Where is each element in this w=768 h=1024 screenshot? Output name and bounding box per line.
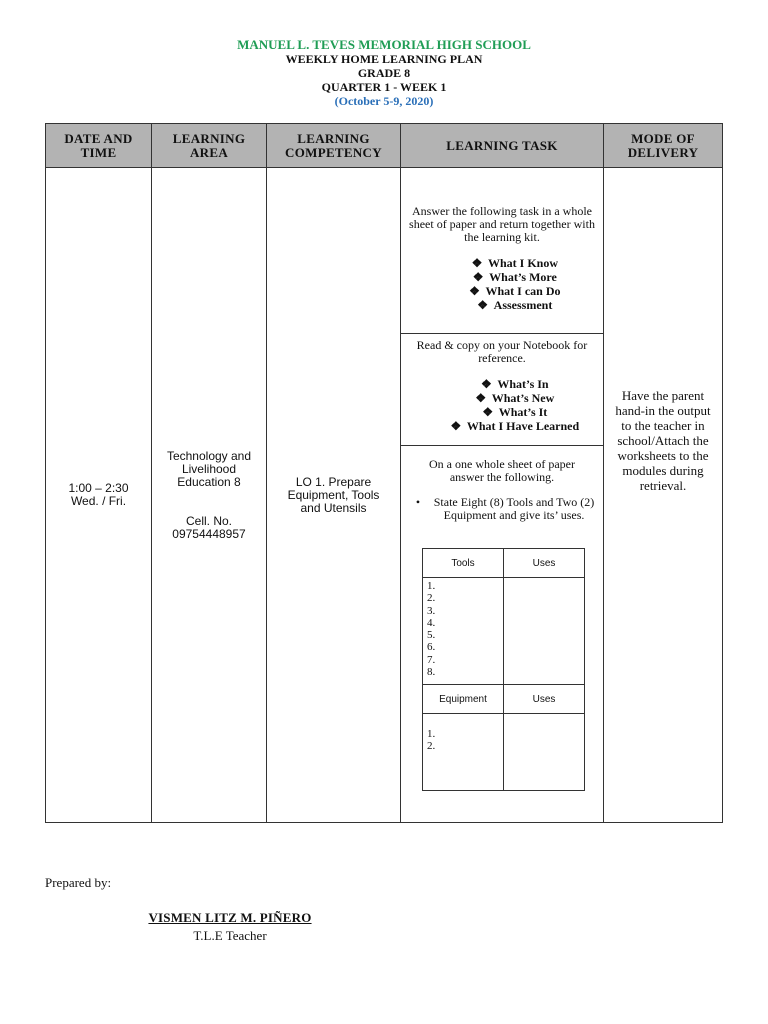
table-row bbox=[46, 168, 723, 823]
uses-header: Uses bbox=[504, 549, 585, 578]
time-range: 1:00 – 2:30 bbox=[68, 481, 129, 495]
plan-title: WEEKLY HOME LEARNING PLAN bbox=[285, 52, 483, 66]
list-item: ❖ What’s More bbox=[427, 270, 597, 284]
list-item: ❖ What I can Do bbox=[427, 284, 597, 298]
quarter-label: QUARTER 1 - WEEK 1 bbox=[321, 80, 447, 94]
col-learning-area: LEARNING AREA bbox=[152, 124, 267, 168]
list-item: ❖ What’s In bbox=[427, 377, 597, 391]
col-date-time: DATE AND TIME bbox=[46, 124, 152, 168]
equipment-uses-blank bbox=[504, 714, 585, 791]
task3-bullet: • State Eight (8) Tools and Two (2) Equipment and give its’ uses. bbox=[407, 496, 599, 522]
tools-numbers: 1. 2. 3. 4. 5. 6. 7. 8. bbox=[423, 578, 504, 685]
table-header-row bbox=[46, 124, 723, 168]
task2-intro: Read & copy on your Notebook for reference. bbox=[416, 338, 588, 365]
list-item: ❖ What I Have Learned bbox=[427, 419, 597, 433]
diamond-bullet-icon: ❖ bbox=[477, 298, 489, 312]
cell-date-time bbox=[46, 168, 152, 823]
task-section-3 bbox=[401, 446, 603, 791]
tools-uses-blank bbox=[504, 578, 585, 685]
col-learning-competency: LEARNING COMPETENCY bbox=[267, 124, 401, 168]
subject-name: Technology and Livelihood Education 8 bbox=[166, 448, 252, 489]
list-item: ❖ What I Know bbox=[427, 256, 597, 270]
cell-learning-task bbox=[401, 168, 604, 823]
teacher-position: T.L.E Teacher bbox=[193, 928, 267, 943]
cell-label: Cell. No. bbox=[185, 513, 232, 528]
competency-text: LO 1. Prepare Equipment, Tools and Utensils bbox=[287, 474, 380, 515]
teacher-name: VISMEN LITZ M. PIÑERO bbox=[148, 910, 312, 925]
document-header bbox=[0, 38, 768, 108]
col-learning-task: LEARNING TASK bbox=[401, 124, 604, 168]
cell-number: 09754448957 bbox=[172, 526, 246, 541]
diamond-bullet-icon: ❖ bbox=[450, 419, 462, 433]
equipment-uses-header: Uses bbox=[504, 685, 585, 714]
days: Wed. / Fri. bbox=[70, 494, 127, 508]
equipment-numbers: 1. 2. bbox=[423, 714, 504, 791]
school-name: MANUEL L. TEVES MEMORIAL HIGH SCHOOL bbox=[237, 37, 531, 52]
task1-list bbox=[427, 256, 597, 312]
diamond-bullet-icon: ❖ bbox=[480, 377, 492, 391]
list-item: ❖ What’s New bbox=[427, 391, 597, 405]
cell-mode-of-delivery bbox=[604, 168, 723, 823]
list-item: ❖ What’s It bbox=[427, 405, 597, 419]
diamond-bullet-icon: ❖ bbox=[472, 270, 484, 284]
task-section-1 bbox=[401, 199, 603, 334]
tools-header: Tools bbox=[423, 549, 504, 578]
cell-learning-area bbox=[152, 168, 267, 823]
date-range: (October 5-9, 2020) bbox=[334, 94, 434, 108]
equipment-header: Equipment bbox=[423, 685, 504, 714]
task2-list bbox=[427, 377, 597, 433]
cell-competency bbox=[267, 168, 401, 823]
diamond-bullet-icon: ❖ bbox=[469, 284, 480, 298]
task-section-2 bbox=[401, 334, 603, 446]
signature-block bbox=[0, 910, 460, 944]
mode-text: Have the parent hand-in the output to the teacher in school/Attach the worksheets to the modules during retrieval. bbox=[615, 387, 711, 493]
diamond-bullet-icon: ❖ bbox=[471, 256, 483, 270]
diamond-bullet-icon: ❖ bbox=[475, 391, 487, 405]
list-item: ❖ Assessment bbox=[427, 298, 597, 312]
learning-plan-table bbox=[45, 123, 723, 823]
col-mode-of-delivery: MODE OF DELIVERY bbox=[604, 124, 723, 168]
diamond-bullet-icon: ❖ bbox=[482, 405, 494, 419]
grade-label: GRADE 8 bbox=[357, 66, 411, 80]
tools-uses-table bbox=[422, 548, 585, 791]
bullet-dot-icon: • bbox=[415, 495, 421, 509]
task1-intro: Answer the following task in a whole sheet of paper and return together with the learning kit. bbox=[409, 204, 595, 244]
prepared-by-label: Prepared by: bbox=[45, 875, 112, 890]
task3-intro: On a one whole sheet of paper answer the following. bbox=[429, 457, 575, 484]
